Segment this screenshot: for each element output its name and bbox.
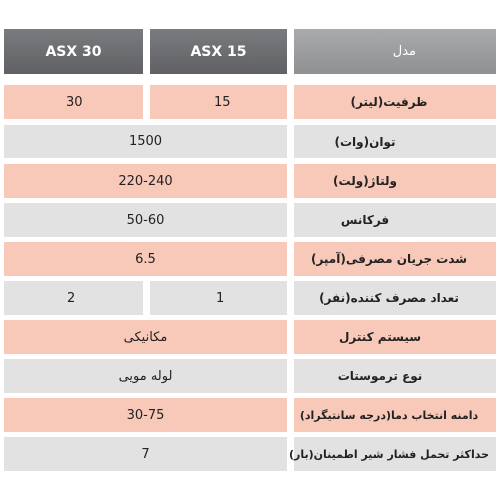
label-control-system: سیستم کنترل [294,320,496,354]
header-asx30: ASX 30 [4,29,143,74]
label-max-pressure: حداکثر تحمل فشار شیر اطمینان(بار) [294,437,496,471]
label-voltage: ولتاژ(ولت) [294,164,496,198]
value-voltage: 220-240 [4,164,287,198]
value-power: 1500 [4,125,287,158]
value-temp-range: 30-75 [4,398,287,432]
value-frequency: 50-60 [4,203,287,237]
asx15-capacity: 15 [150,85,287,119]
asx15-users: 1 [150,281,287,315]
header-asx15: ASX 15 [150,29,287,74]
asx30-users: 2 [4,281,143,315]
header-model-label: مدل [294,29,496,74]
label-frequency: فرکانس [294,203,496,237]
label-capacity: ظرفیت(لیتر) [294,85,496,119]
label-current: شدت جریان مصرفی(آمپر) [294,242,496,276]
value-current: 6.5 [4,242,287,276]
label-thermostat: نوع ترموستات [294,359,496,393]
value-control-system: مکانیکی [4,320,287,354]
value-thermostat: لوله مویی [4,359,287,393]
asx30-capacity: 30 [4,85,143,119]
label-power: توان(وات) [294,125,496,158]
label-temp-range: دامنه انتخاب دما(درجه سانتیگراد) [294,398,496,432]
label-users: تعداد مصرف کننده(نفر) [294,281,496,315]
value-max-pressure: 7 [4,437,287,471]
